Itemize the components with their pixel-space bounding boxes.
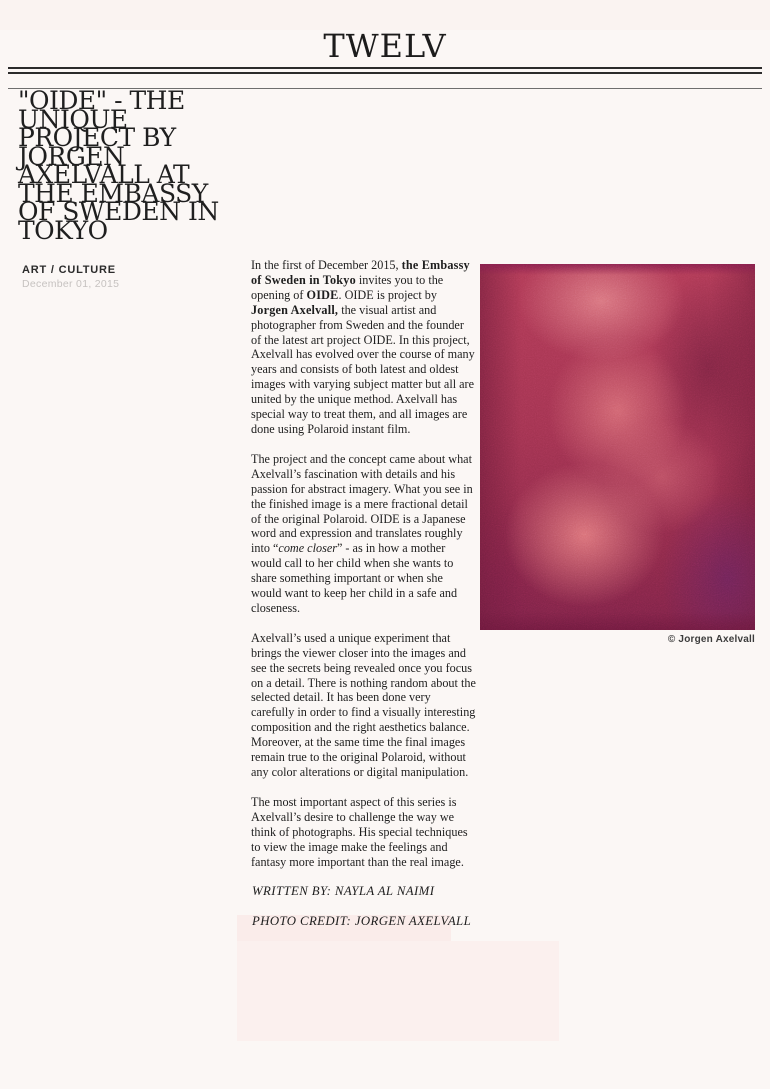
article-paragraph: The most important aspect of this series is Axelvall’s desire to challenge the way we think of photographs. His special techniques to view the image make the feelings and fantasy more important than the real image. <box>251 794 468 869</box>
top-band <box>0 0 770 30</box>
polaroid-photo[interactable] <box>480 264 755 630</box>
photo-credit: PHOTO CREDIT: JORGEN AXELVALL <box>252 914 472 928</box>
photo-grain-texture <box>480 264 755 630</box>
article-figure <box>480 264 755 645</box>
photo-credit-caption: © Jorgen Axelvall <box>667 634 755 645</box>
site-logo[interactable]: TWELV <box>323 27 447 65</box>
publish-date: December 01, 2015 <box>22 278 120 290</box>
written-by-credit: WRITTEN BY: NAYLA AL NAIMI <box>252 884 435 898</box>
article-body <box>251 258 476 884</box>
article-paragraph: The project and the concept came about what Axelvall’s fascination with details and his passion for abstract imagery. What you see in the finished image is a mere fractional detail of the original Polaroid. OIDE is a Japanese word and expression and translates roughly into “come closer” - as in how a mother would call to her child when she wants to share something important or when she would want to keep her child in a safe and closeness. <box>251 451 473 615</box>
article-paragraph: Axelvall’s used a unique experiment that brings the viewer closer into the images and see the secrets being revealed once you focus on a detail. There is nothing random about the selected detail. It has been done very carefully in order to find a visually interesting composition and the right aesthetics balance. Moreover, at the same time the final images remain true to the original Polaroid, without any color alterations or digital manipulation. <box>251 630 476 779</box>
article-title: "OIDE" - THE UNIQUE PROJECT BY JORGEN AXELVALL AT THE EMBASSY OF SWEDEN IN TOKYO <box>18 86 219 245</box>
header-rule-double <box>8 67 762 74</box>
article-paragraph: In the first of December 2015, the Embassy of Sweden in Tokyo invites you to the opening of OIDE. OIDE is project by Jorgen Axelvall, the visual artist and photographer from Sweden and the founder of the latest art project OIDE. In this project, Axelvall has evolved over the course of many years and consists of both latest and oldest images with varying subject matter but all are united by the unique method. Axelvall has special way to treat them, and all images are done using Polaroid instant film. <box>251 258 475 436</box>
category-link[interactable]: ART / CULTURE <box>22 264 116 276</box>
credits-block <box>252 884 471 944</box>
selection-highlight <box>237 941 559 1041</box>
